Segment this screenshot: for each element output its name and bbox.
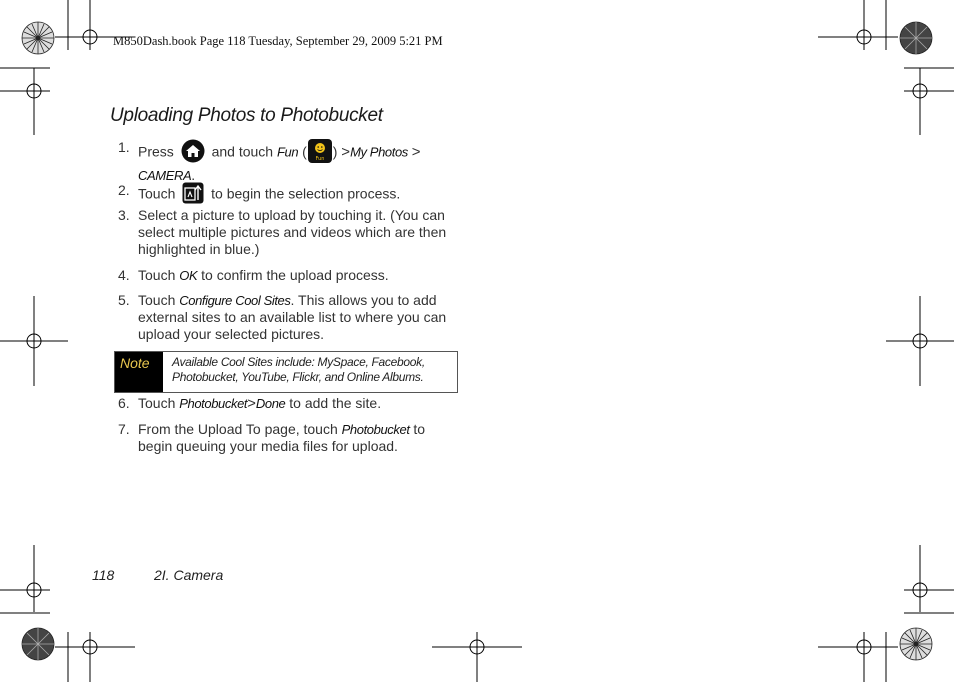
separator: > (411, 143, 421, 161)
step-text: to add the site. (289, 395, 382, 411)
step-text: Touch (138, 185, 176, 202)
ui-label-configure-cool-sites: Configure Cool Sites (179, 293, 291, 308)
fun-icon-label: Fun (315, 156, 325, 162)
separator: > (247, 395, 256, 412)
ui-label-camera: CAMERA (138, 168, 192, 183)
home-key-icon (181, 139, 205, 167)
step-text: . This allows you to add external sites to an available list to where you can upload your selected pictures. (138, 292, 447, 342)
ui-label-done: Done (255, 396, 286, 411)
page-number: 118 (92, 567, 115, 583)
note-label: Note (115, 352, 163, 392)
step-number: 5. (118, 292, 130, 308)
step-text: Select a picture to upload by touching it. (You can select multiple pictures and videos which are then highlighted in blue.) (138, 207, 447, 257)
step-text: to begin the selection process. (211, 185, 401, 202)
step-number: 3. (118, 207, 130, 223)
ui-label-photobucket: Photobucket (341, 422, 410, 437)
ui-label-my-photos: My Photos (350, 144, 408, 160)
step-number: 1. (118, 139, 130, 155)
step-text: From the Upload To page, touch (138, 421, 338, 437)
note-text: Available Cool Sites include: MySpace, Facebook, Photobucket, YouTube, Flickr, and Online Albums. (172, 355, 425, 384)
step-3 (118, 207, 463, 258)
step-7 (118, 421, 463, 455)
step-number: 6. (118, 395, 130, 411)
step-text: Touch (138, 267, 176, 283)
step-text: to confirm the upload process. (201, 267, 389, 283)
step-text: to begin queuing your media files for upload. (138, 421, 426, 454)
step-text: Touch (138, 292, 176, 308)
step-number: 7. (118, 421, 130, 437)
note-box (114, 351, 458, 393)
ui-label-fun: Fun (276, 144, 299, 160)
step-text: Touch (138, 395, 176, 411)
step-number: 2. (118, 182, 130, 198)
close-paren: ) (332, 143, 338, 160)
step-1 (118, 139, 463, 184)
step-text: Press (138, 143, 174, 160)
ui-label-photobucket: Photobucket (179, 396, 248, 411)
step-number: 4. (118, 267, 130, 283)
fun-smiley-icon (308, 139, 332, 167)
step-5 (118, 292, 463, 343)
step-6 (118, 395, 463, 412)
ui-label-ok: OK (179, 268, 198, 283)
separator: > (341, 143, 351, 161)
step-text: and touch (211, 143, 274, 160)
section-name: 2I. Camera (154, 567, 224, 583)
upload-icon (182, 182, 204, 208)
step-text: . (191, 167, 196, 183)
book-header: M850Dash.book Page 118 Tuesday, September 29, 2009 5:21 PM (113, 34, 443, 48)
page-title: Uploading Photos to Photobucket (110, 105, 383, 126)
open-paren: ( (302, 143, 307, 160)
step-2 (118, 182, 463, 208)
step-4 (118, 267, 463, 284)
